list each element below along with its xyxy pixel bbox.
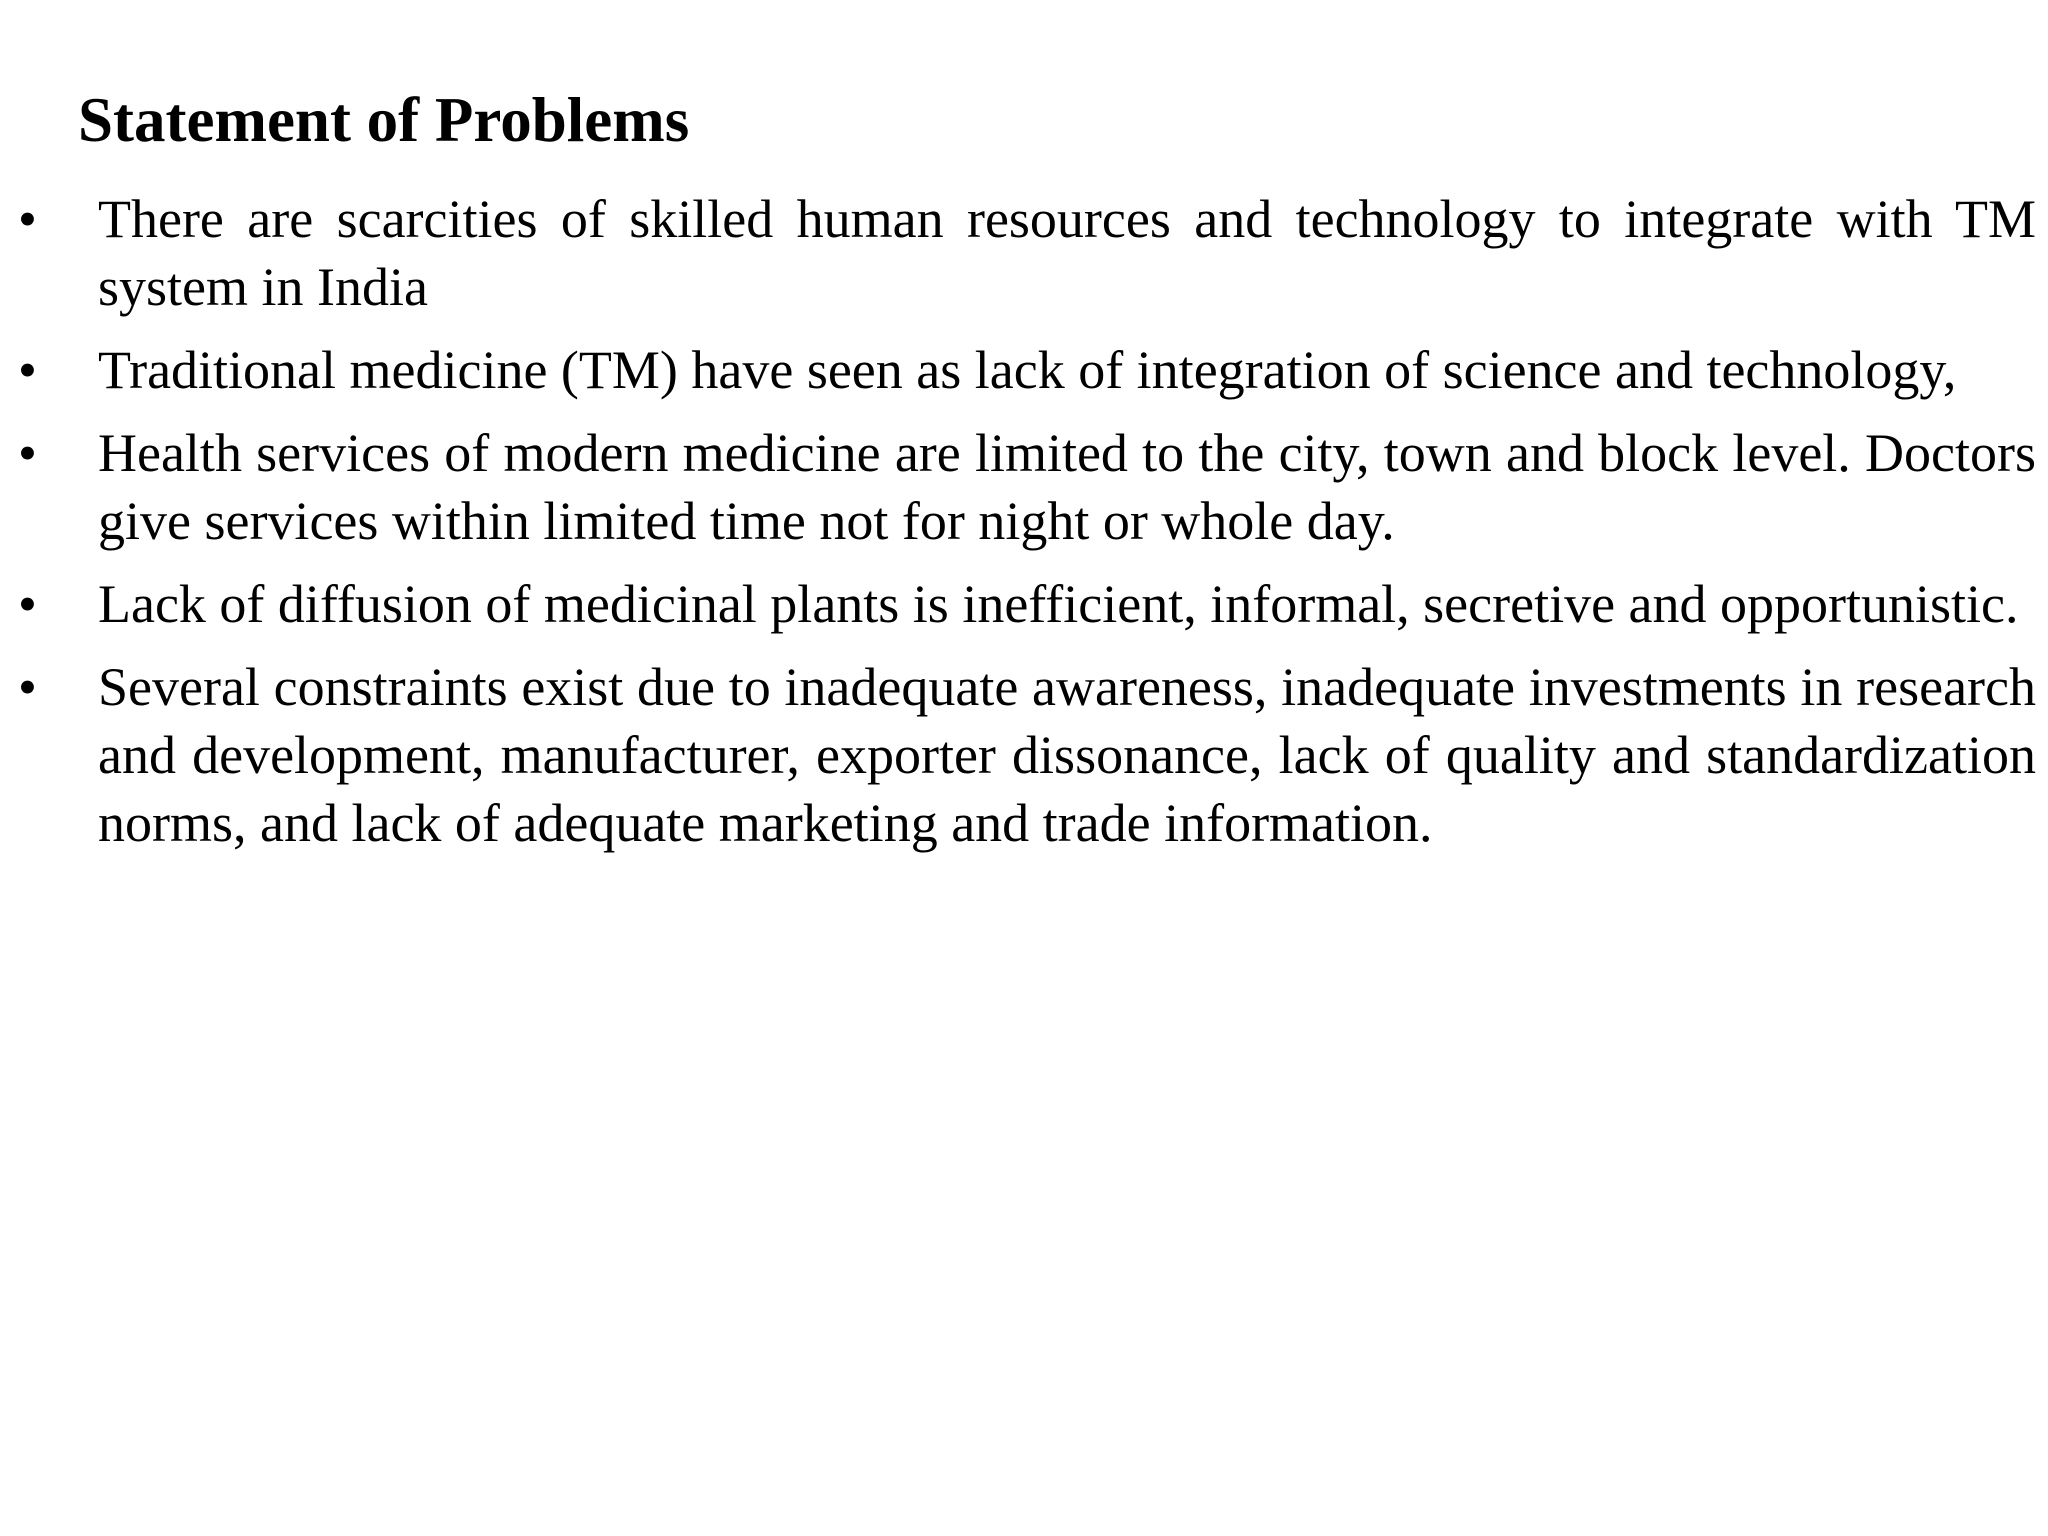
bullet-icon: •: [18, 340, 37, 400]
bullet-text: Traditional medicine (TM) have seen as lack of integration of science and technology,: [98, 340, 1957, 400]
bullet-icon: •: [18, 189, 37, 249]
bullet-item: [18, 185, 2036, 321]
bullet-item: [18, 336, 2036, 404]
bullet-text: Health services of modern medicine are limited to the city, town and block level. Doctors give services within limited time not for night or whole day.: [98, 423, 2036, 551]
slide-title: Statement of Problems: [78, 85, 690, 155]
bullet-icon: •: [18, 423, 37, 483]
bullet-item: [18, 653, 2036, 857]
bullet-text: Lack of diffusion of medicinal plants is inefficient, informal, secretive and opportunistic.: [98, 574, 2019, 634]
bullet-icon: •: [18, 574, 37, 634]
bullet-icon: •: [18, 657, 37, 717]
bullet-item: [18, 419, 2036, 555]
bullet-text: There are scarcities of skilled human resources and technology to integrate with TM system in India: [98, 189, 2036, 317]
bullet-item: [18, 570, 2036, 638]
bullet-text: Several constraints exist due to inadequate awareness, inadequate investments in research and development, manufacturer, exporter dissonance, lack of quality and standardization norms, and lack of adequate marketing and trade information.: [98, 657, 2036, 853]
bullet-list: [18, 185, 2036, 872]
